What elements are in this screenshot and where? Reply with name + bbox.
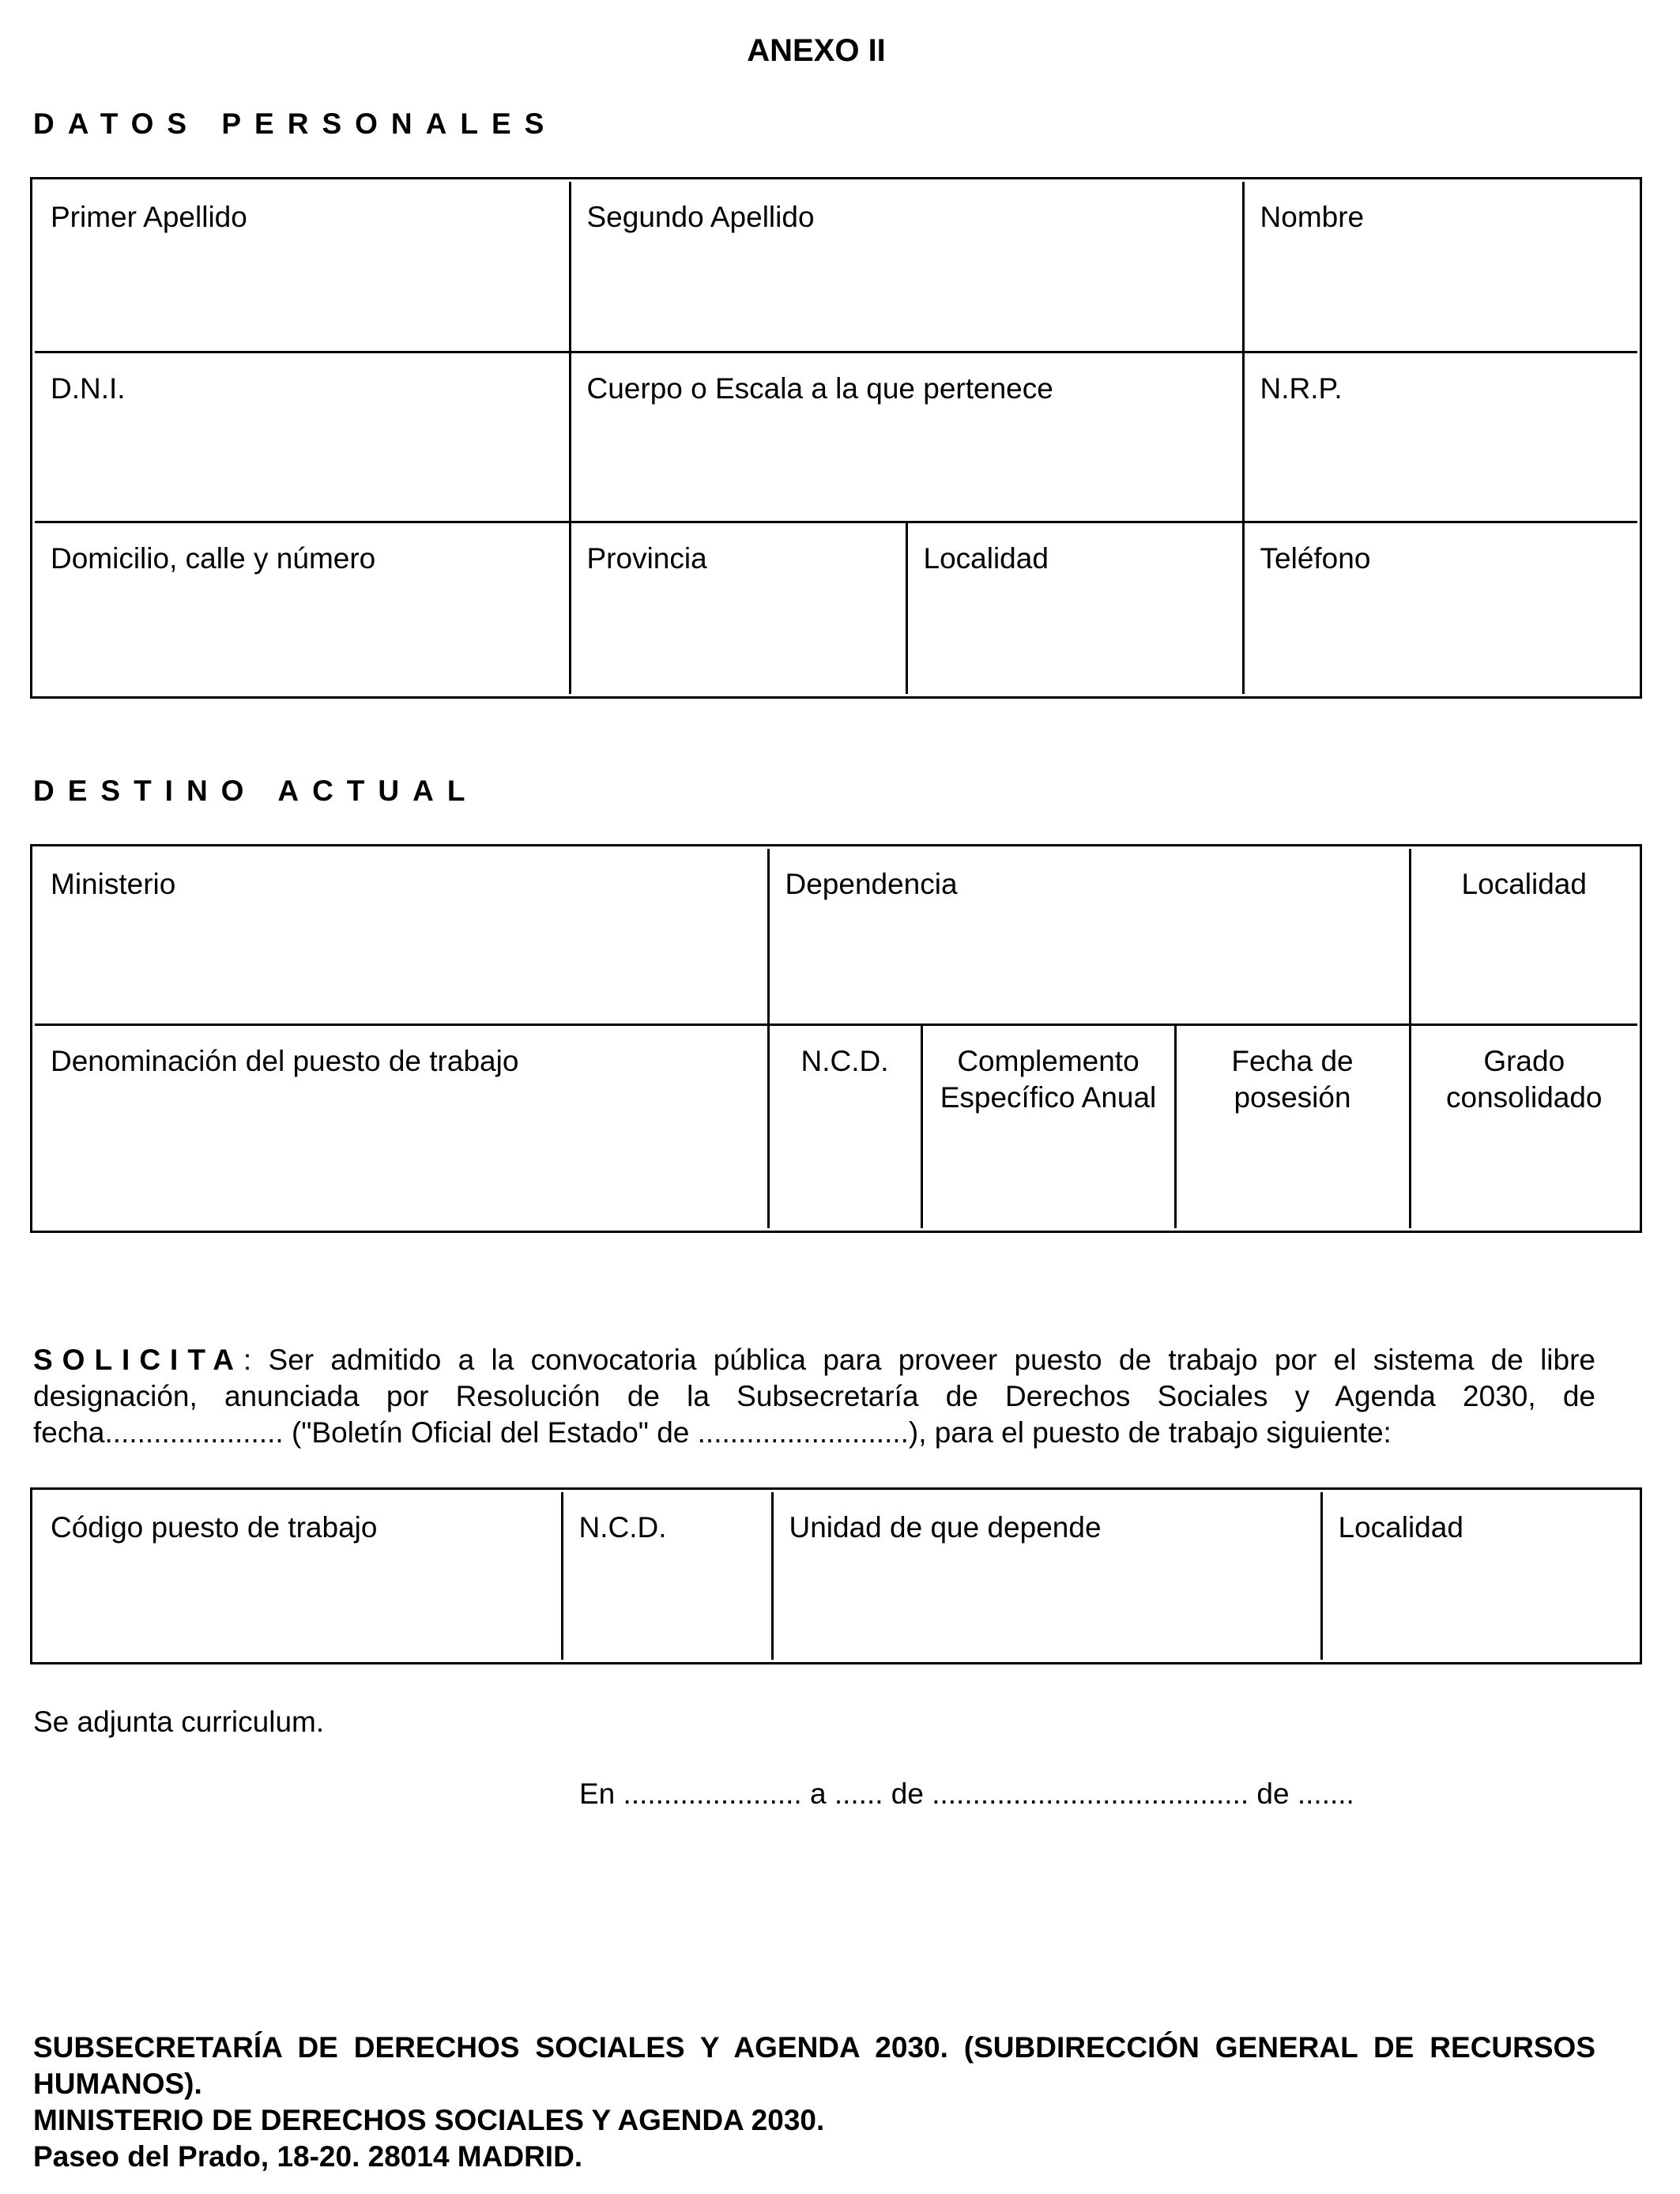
field-primer-apellido[interactable]: Primer Apellido: [35, 182, 570, 352]
field-dni[interactable]: D.N.I.: [35, 352, 570, 522]
footer-line-ministerio: MINISTERIO DE DERECHOS SOCIALES Y AGENDA 2030.: [33, 2104, 825, 2136]
field-telefono[interactable]: Teléfono: [1243, 522, 1637, 694]
field-codigo-puesto[interactable]: Código puesto de trabajo: [35, 1492, 562, 1660]
footer-line-direccion: Paseo del Prado, 18-20. 28014 MADRID.: [33, 2140, 583, 2173]
field-localidad[interactable]: Localidad: [906, 522, 1243, 694]
field-dependencia[interactable]: Dependencia: [768, 849, 1410, 1024]
field-unidad-depende[interactable]: Unidad de que depende: [772, 1492, 1321, 1660]
field-grado-consolidado[interactable]: Grado consolidado: [1410, 1024, 1637, 1228]
solicita-text: : Ser admitido a la convocatoria pública para proveer puesto de trabajo por el sistema de libre designación, anunciada por Resolución de la Subsecretaría de Derechos Sociales y Agenda 2030, de fecha...................... ("Boletín Oficial del Estado" de ..........................), para el puesto de trabajo siguiente:: [33, 1344, 1595, 1449]
field-cuerpo-escala[interactable]: Cuerpo o Escala a la que pertenece: [570, 352, 1243, 522]
datos-personales-table: [30, 177, 1642, 699]
field-domicilio[interactable]: Domicilio, calle y número: [35, 522, 570, 694]
field-segundo-apellido[interactable]: Segundo Apellido: [570, 182, 1243, 352]
puesto-solicitado-table: [30, 1487, 1642, 1664]
destino-actual-table: [30, 844, 1642, 1233]
section-heading-destino-actual: DESTINO ACTUAL: [33, 775, 479, 807]
footer-line-subsecretaria: SUBSECRETARÍA DE DERECHOS SOCIALES Y AGENDA 2030. (SUBDIRECCIÓN GENERAL DE RECURSOS HUMANOS).: [33, 2031, 1595, 2100]
field-ministerio[interactable]: Ministerio: [35, 849, 768, 1024]
field-fecha-posesion[interactable]: Fecha de posesión: [1175, 1024, 1410, 1228]
field-provincia[interactable]: Provincia: [570, 522, 906, 694]
field-localidad-puesto[interactable]: Localidad: [1321, 1492, 1637, 1660]
solicita-paragraph: [33, 1342, 1595, 1451]
fecha-lugar-line: En ...................... a ...... de ....................................... de .......: [579, 1777, 1354, 1810]
field-nrp[interactable]: N.R.P.: [1243, 352, 1637, 522]
field-complemento-especifico[interactable]: Complemento Específico Anual: [921, 1024, 1175, 1228]
adjunta-curriculum: Se adjunta curriculum.: [33, 1706, 325, 1738]
footer-address: [33, 2030, 1595, 2175]
document-title: ANEXO II: [747, 33, 886, 68]
section-heading-datos-personales: DATOS PERSONALES: [33, 107, 558, 140]
field-ncd-puesto[interactable]: N.C.D.: [562, 1492, 772, 1660]
solicita-label: SOLICITA: [33, 1344, 243, 1376]
field-ncd[interactable]: N.C.D.: [768, 1024, 921, 1228]
field-nombre[interactable]: Nombre: [1243, 182, 1637, 352]
field-localidad-destino[interactable]: Localidad: [1410, 849, 1637, 1024]
field-denominacion-puesto[interactable]: Denominación del puesto de trabajo: [35, 1024, 768, 1228]
